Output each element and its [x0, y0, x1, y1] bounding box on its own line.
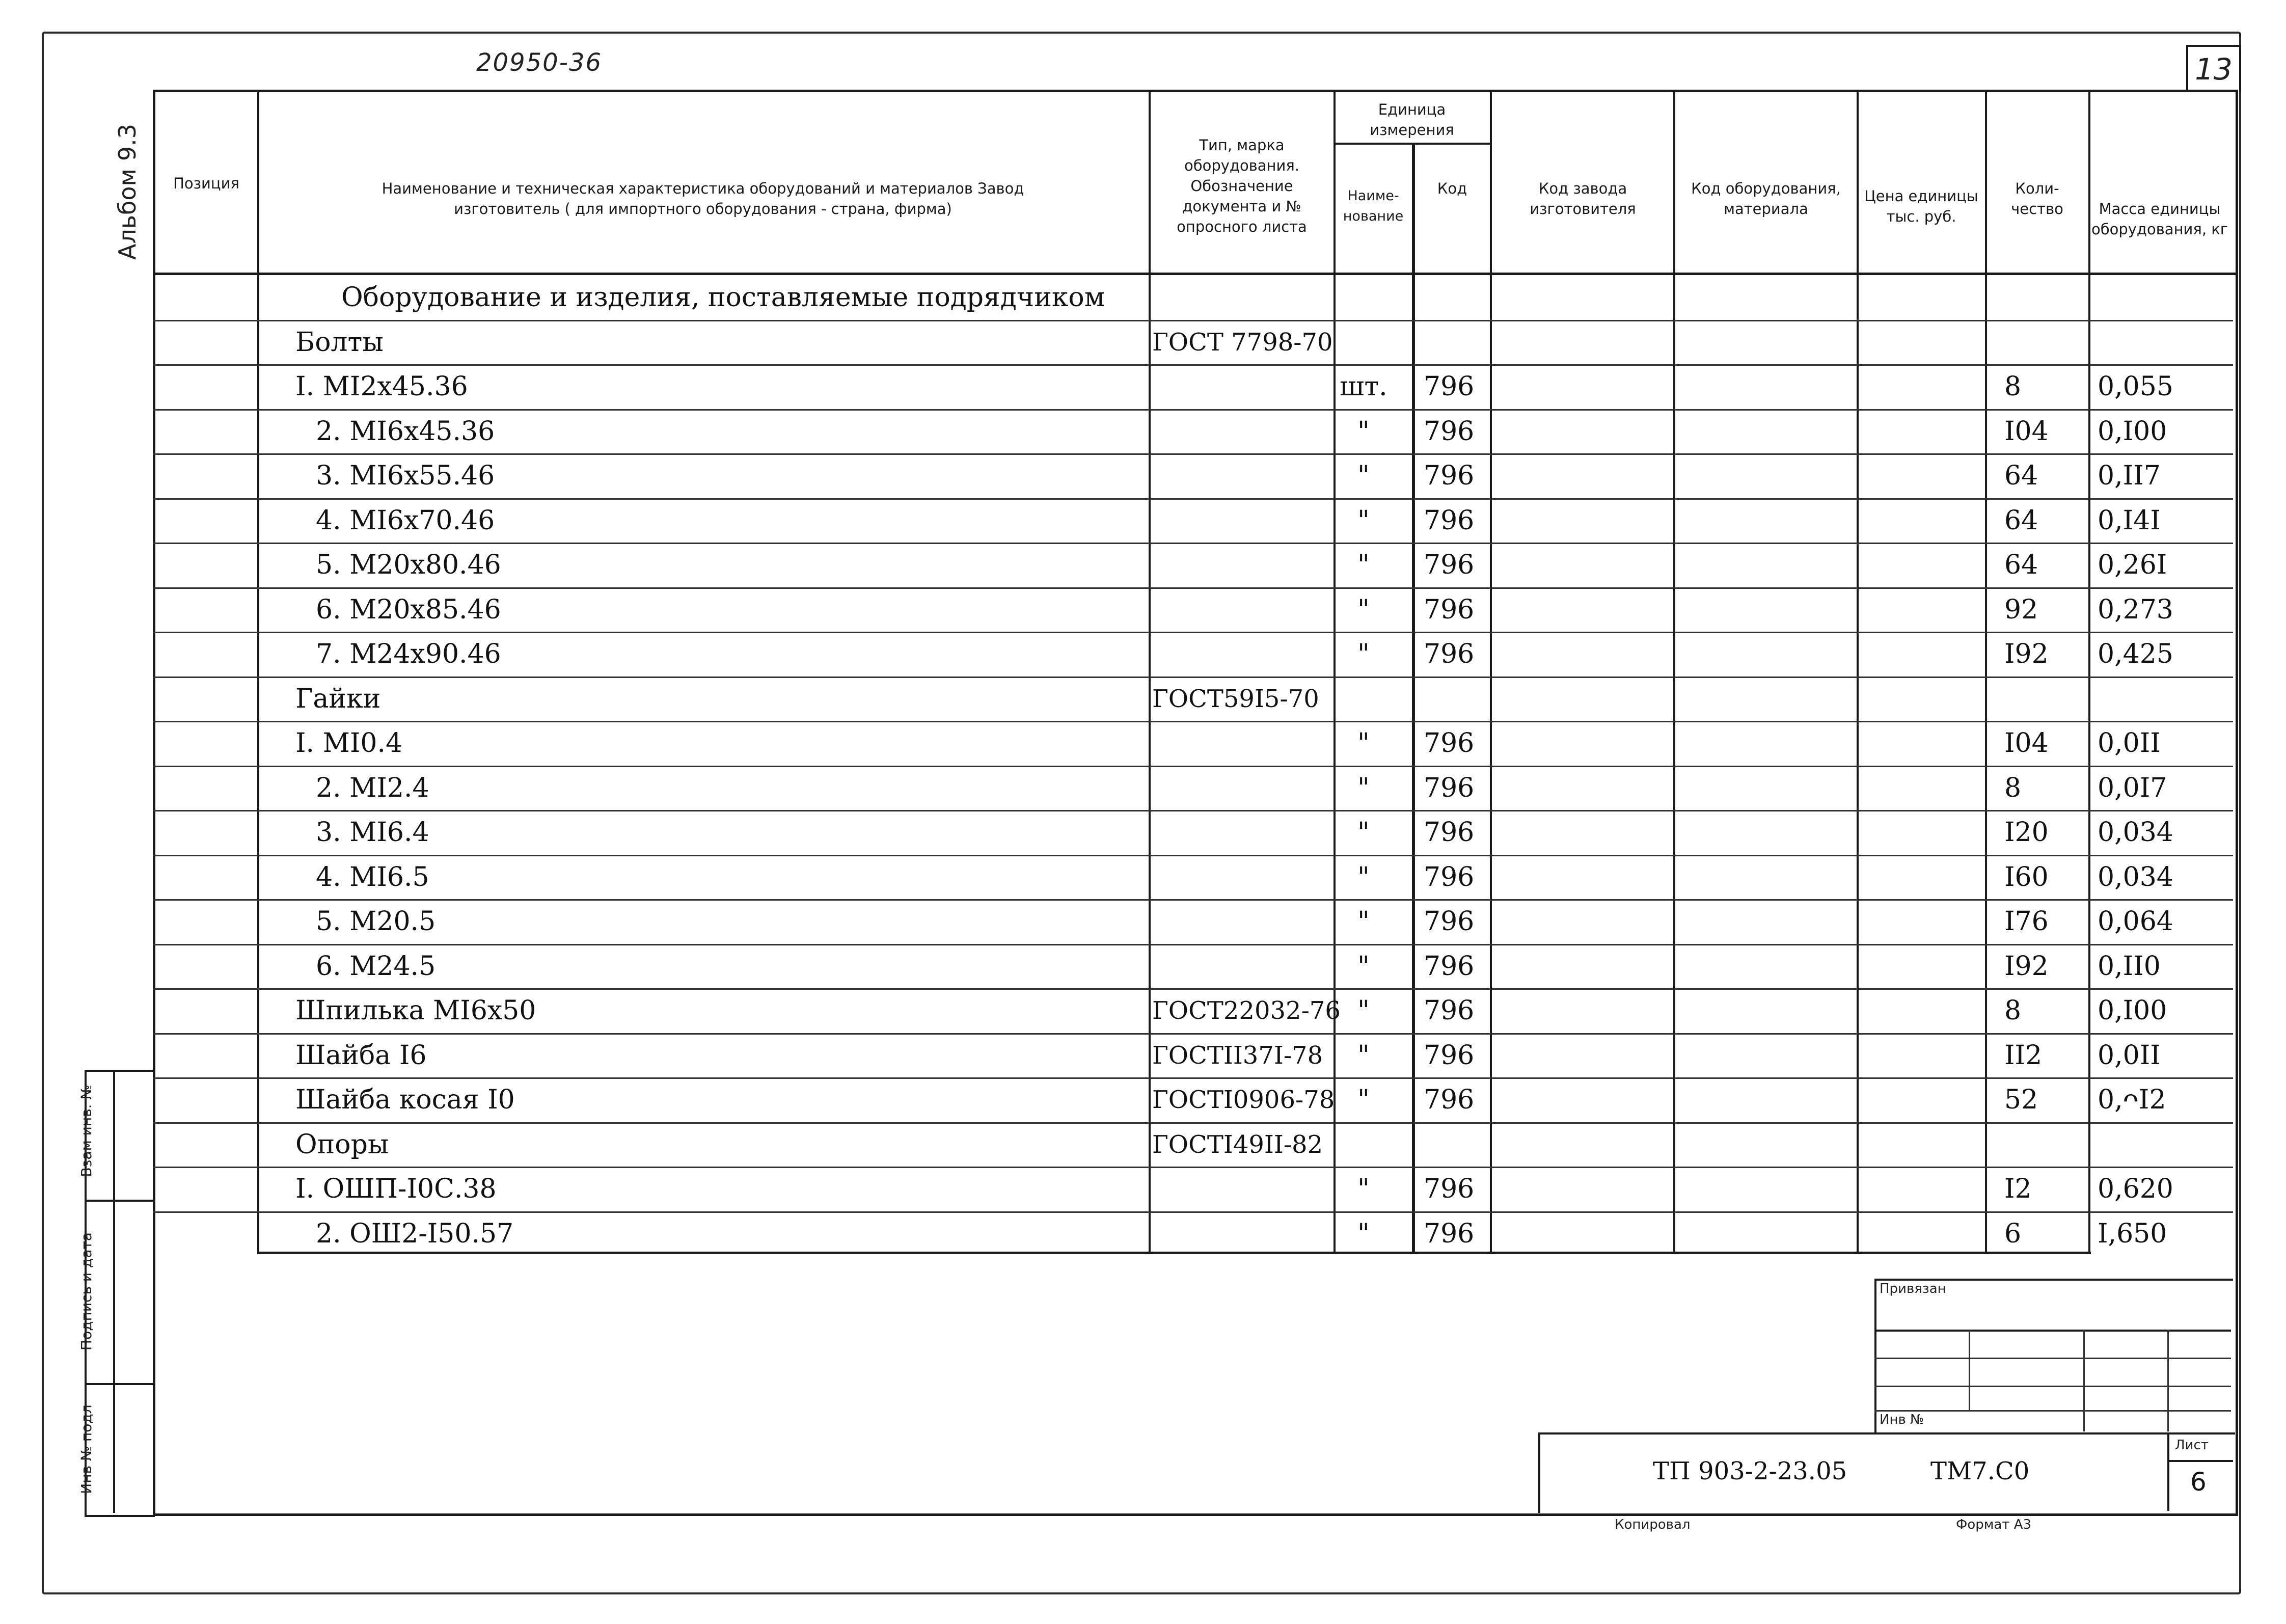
- cell-name: 4. МI6x70.46: [316, 505, 495, 536]
- cell-mass: 0,034: [2098, 817, 2173, 848]
- row-line: [153, 721, 2233, 722]
- side-stamp-line: [85, 1383, 153, 1385]
- cell-mass: 0,ᴖI2: [2098, 1085, 2166, 1115]
- cell-code: 796: [1424, 1085, 1475, 1115]
- row-line: [153, 855, 2233, 856]
- side-stamp-divider: [113, 1070, 115, 1513]
- privyazan-line: [1874, 1330, 2231, 1332]
- row-line: [153, 944, 2233, 945]
- cell-qty: 64: [2004, 461, 2038, 491]
- header-type: Тип, марка оборудования. Обозначение документа и № опросного листа: [1177, 137, 1307, 235]
- cell-qty: I04: [2004, 416, 2049, 447]
- cell-unit: ": [1357, 1040, 1370, 1071]
- cell-mass: 0,26I: [2098, 550, 2167, 580]
- cell-qty: I60: [2004, 861, 2049, 892]
- cell-name: Болты: [295, 327, 384, 358]
- cell-mass: 0,I00: [2098, 995, 2167, 1026]
- cell-mass: 0,0I7: [2098, 772, 2167, 803]
- cell-type: ГОСТ22032-76: [1152, 996, 1341, 1025]
- cell-qty: 8: [2004, 772, 2022, 803]
- cell-name: 5. М20x80.46: [316, 550, 501, 580]
- cell-qty: 64: [2004, 505, 2038, 536]
- cell-qty: 64: [2004, 550, 2038, 580]
- cell-qty: 8: [2004, 995, 2022, 1026]
- cell-qty: I92: [2004, 951, 2049, 982]
- cell-type: ГОСТI0906-78: [1152, 1086, 1335, 1114]
- cell-name: 3. МI6.4: [316, 817, 429, 848]
- cell-mass: 0,0II: [2098, 728, 2161, 759]
- row-line: [153, 320, 2233, 321]
- cell-unit: ": [1357, 1218, 1370, 1249]
- row-line: [153, 810, 2233, 811]
- table-row: [153, 855, 2233, 900]
- cell-name: 2. ОШ2-I50.57: [316, 1218, 514, 1249]
- row-line: [153, 676, 2233, 678]
- cell-name: Оборудование и изделия, поставляемые подрядчиком: [341, 282, 1105, 313]
- sheet-number: 6: [2190, 1467, 2207, 1497]
- cell-code: 796: [1424, 505, 1475, 536]
- row-line: [153, 409, 2233, 411]
- cell-qty: 6: [2004, 1218, 2022, 1249]
- cell-unit: ": [1357, 1085, 1370, 1115]
- cell-code: 796: [1424, 1040, 1475, 1071]
- row-line: [153, 766, 2233, 767]
- header-name: Наименование и техническая характеристика оборудований и материалов Завод изготовитель ( для импортного оборудования - страна, фирма): [382, 180, 1024, 218]
- cell-name: 4. МI6.5: [316, 861, 429, 892]
- cell-name: I. МI2x45.36: [295, 371, 468, 402]
- cell-qty: I20: [2004, 817, 2049, 848]
- cell-code: 796: [1424, 906, 1475, 937]
- side-label-vzam-inv: Взам инв. №: [78, 1085, 95, 1177]
- row-line: [153, 498, 2233, 500]
- designation: ТП 903-2-23.05: [1653, 1457, 1847, 1485]
- cell-code: 796: [1424, 461, 1475, 491]
- cell-mass: 0,II0: [2098, 951, 2161, 982]
- cell-unit: ": [1357, 951, 1370, 982]
- cell-code: 796: [1424, 416, 1475, 447]
- list-label: Лист: [2175, 1438, 2209, 1453]
- row-line: [153, 1033, 2233, 1035]
- cell-code: 796: [1424, 772, 1475, 803]
- row-line: [153, 587, 2233, 589]
- row-line: [153, 1211, 2233, 1213]
- privyazan-line: [1874, 1410, 2231, 1412]
- cell-name: I. ОШП-I0С.38: [295, 1174, 497, 1204]
- cell-code: 796: [1424, 817, 1475, 848]
- table-row: [153, 766, 2233, 810]
- page-number-box: [2186, 45, 2241, 92]
- cell-mass: 0,273: [2098, 594, 2173, 625]
- cell-qty: I92: [2004, 639, 2049, 669]
- page-number: 13: [2195, 52, 2233, 87]
- cell-unit: ": [1357, 728, 1370, 759]
- cell-type: ГОСТII37I-78: [1152, 1041, 1323, 1070]
- cell-code: 796: [1424, 1218, 1475, 1249]
- cell-mass: 0,425: [2098, 639, 2173, 669]
- title-block-divider: [2167, 1432, 2169, 1511]
- table-row: [153, 899, 2233, 944]
- cell-code: 796: [1424, 951, 1475, 982]
- side-label-podpis-data: Подпись и дата: [78, 1232, 95, 1350]
- privyazan-col: [1969, 1330, 1970, 1411]
- cell-unit: ": [1357, 639, 1370, 669]
- inv-no-label: Инв №: [1880, 1412, 1924, 1427]
- cell-name: 6. М20x85.46: [316, 594, 501, 625]
- privyazan-line: [1874, 1386, 2231, 1387]
- cell-name: 3. МI6x55.46: [316, 461, 495, 491]
- table-row: [153, 944, 2233, 989]
- table-row: [153, 810, 2233, 855]
- cell-code: 796: [1424, 550, 1475, 580]
- cell-unit: ": [1357, 594, 1370, 625]
- cell-unit: ": [1357, 1174, 1370, 1204]
- cell-qty: I04: [2004, 728, 2049, 759]
- side-label-inv-podl: Инв № подл: [78, 1404, 95, 1494]
- cell-mass: I,650: [2098, 1218, 2167, 1249]
- cell-unit: ": [1357, 817, 1370, 848]
- cell-unit: ": [1357, 505, 1370, 536]
- header-equipment-code: Код оборудования, материала: [1691, 180, 1841, 218]
- cell-unit: ": [1357, 550, 1370, 580]
- cell-type: ГОСТ59I5-70: [1152, 684, 1319, 713]
- cell-name: Шпилька МI6x50: [295, 995, 536, 1026]
- header-quantity: Коли- чество: [2011, 180, 2063, 218]
- cell-mass: 0,II7: [2098, 461, 2161, 491]
- cell-mass: 0,055: [2098, 371, 2173, 402]
- cell-type: ГОСТI49II-82: [1152, 1130, 1323, 1159]
- row-line: [153, 453, 2233, 455]
- cell-qty: 92: [2004, 594, 2038, 625]
- cell-unit: ": [1357, 416, 1370, 447]
- header-position: Позиция: [173, 175, 239, 192]
- header-price: Цена единицы тыс. руб.: [1864, 187, 1978, 225]
- cell-mass: 0,I4I: [2098, 505, 2161, 536]
- cell-mass: 0,0II: [2098, 1040, 2161, 1071]
- side-stamp-line: [85, 1200, 153, 1202]
- cell-qty: 8: [2004, 371, 2022, 402]
- cell-code: 796: [1424, 594, 1475, 625]
- row-line: [153, 988, 2233, 990]
- cell-name: 5. М20.5: [316, 906, 436, 937]
- cell-code: 796: [1424, 371, 1475, 402]
- row-line: [153, 543, 2233, 544]
- privyazan-label: Привязан: [1880, 1281, 1946, 1296]
- privyazan-line: [1874, 1358, 2231, 1359]
- sheet-code: ТМ7.С0: [1930, 1457, 2030, 1485]
- cell-name: Опоры: [295, 1129, 389, 1160]
- row-line: [153, 1077, 2233, 1079]
- cell-code: 796: [1424, 1174, 1475, 1204]
- cell-unit: ": [1357, 906, 1370, 937]
- cell-unit: ": [1357, 772, 1370, 803]
- cell-type: ГОСТ 7798-70: [1152, 328, 1333, 357]
- cell-code: 796: [1424, 639, 1475, 669]
- header-unit-name: Наиме- нование: [1343, 188, 1404, 224]
- header-factory-code: Код завода изготовителя: [1530, 180, 1636, 218]
- cell-unit: ": [1357, 861, 1370, 892]
- cell-name: I. МI0.4: [295, 728, 403, 759]
- cell-qty: 52: [2004, 1085, 2038, 1115]
- album-label: Альбом 9.3: [114, 124, 141, 260]
- cell-name: 2. МI6x45.36: [316, 416, 495, 447]
- cell-qty: I76: [2004, 906, 2049, 937]
- cell-code: 796: [1424, 995, 1475, 1026]
- row-line: [153, 1167, 2233, 1168]
- table-row: [153, 721, 2233, 766]
- cell-qty: I2: [2004, 1174, 2032, 1204]
- cell-mass: 0,064: [2098, 906, 2173, 937]
- document-number: 20950-36: [476, 48, 603, 77]
- cell-name: Гайки: [295, 683, 381, 714]
- cell-qty: II2: [2004, 1040, 2043, 1071]
- cell-mass: 0,620: [2098, 1174, 2173, 1204]
- cell-name: 6. М24.5: [316, 951, 436, 982]
- cell-unit: ": [1357, 995, 1370, 1026]
- cell-mass: 0,034: [2098, 861, 2173, 892]
- cell-unit: ": [1357, 461, 1370, 491]
- format-label: Формат А3: [1956, 1517, 2032, 1532]
- cell-name: 7. М24x90.46: [316, 639, 501, 669]
- cell-code: 796: [1424, 861, 1475, 892]
- cell-mass: 0,I00: [2098, 416, 2167, 447]
- cell-name: Шайба косая I0: [295, 1085, 515, 1115]
- row-line: [153, 899, 2233, 901]
- header-mass: Масса единицы оборудования, кг: [2091, 200, 2228, 238]
- row-line: [153, 1122, 2233, 1124]
- cell-unit: шт.: [1340, 371, 1387, 402]
- cell-code: 796: [1424, 728, 1475, 759]
- cell-name: 2. МI2.4: [316, 772, 429, 803]
- header-unit-code: Код: [1437, 180, 1467, 197]
- row-line: [153, 632, 2233, 633]
- cell-name: Шайба I6: [295, 1040, 427, 1071]
- kopiroval-label: Копировал: [1615, 1517, 1691, 1532]
- unit-subheader-line: [1334, 143, 1490, 145]
- title-block: [1538, 1432, 2235, 1513]
- privyazan-col: [2083, 1330, 2085, 1431]
- privyazan-col: [2167, 1330, 2169, 1431]
- row-line: [153, 364, 2233, 366]
- title-block-divider: [2167, 1460, 2233, 1462]
- header-unit-group: Единица измерения: [1370, 101, 1454, 139]
